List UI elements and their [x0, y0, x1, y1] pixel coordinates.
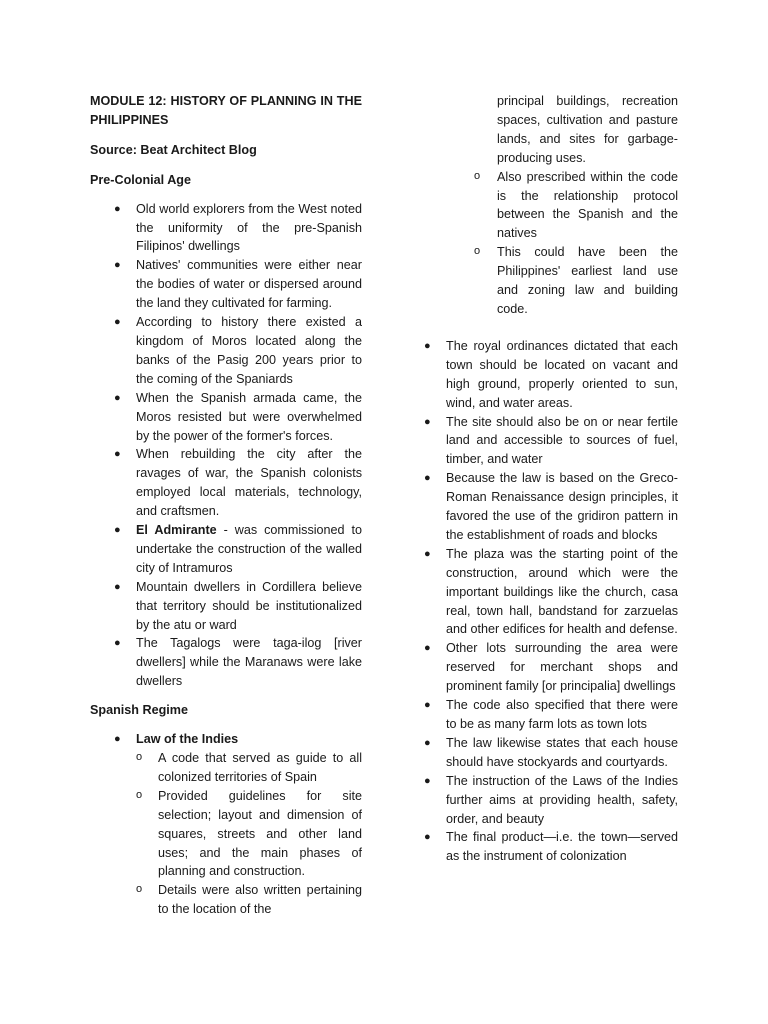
bullet-disc-icon: ● [114, 637, 121, 650]
list-item: o Provided guidelines for site selection; layout and dimension of squares, streets and other land uses; and the main phases of planning and construction. [136, 787, 362, 882]
list-item: ● Other lots surrounding the area were reserved for merchant shops and prominent family [or principalia] dwellings [424, 641, 678, 694]
bullet-disc-icon: ● [424, 699, 431, 712]
bullet-disc-icon: ● [114, 259, 121, 272]
bullet-disc-icon: ● [114, 733, 121, 746]
list-item: ● The Tagalogs were taga-ilog [river dwellers] while the Maranaws were lake dwellers [114, 636, 362, 689]
right-sub-list [424, 168, 678, 319]
right-column [424, 92, 678, 866]
bullet-disc-icon: ● [114, 448, 121, 461]
list-item: ● When the Spanish armada came, the Moros resisted but were overwhelmed by the power of the former's forces. [114, 390, 362, 443]
bullet-circle-icon: o [474, 245, 481, 258]
bullet-circle-icon: o [136, 883, 143, 896]
bullet-disc-icon: ● [114, 580, 121, 593]
bullet-circle-icon: o [474, 169, 481, 182]
bullet-disc-icon: ● [424, 472, 431, 485]
bullet-disc-icon: ● [424, 736, 431, 749]
list-item: ● Natives' communities were either near the bodies of water or dispersed around the land they cultivated for farming. [114, 258, 362, 311]
list-item: ● Old world explorers from the West noted the uniformity of the pre-Spanish Filipinos' dwellings [114, 201, 362, 254]
bullet-circle-icon: o [136, 751, 143, 763]
spanish-regime-heading: Spanish Regime [90, 703, 188, 718]
bullet-circle-icon: o [136, 788, 143, 801]
precolonial-list [90, 200, 362, 692]
bullet-disc-icon: ● [424, 831, 431, 844]
list-item: ● The site should also be on or near fertile land and accessible to sources of fuel, timber, and water [424, 414, 678, 467]
bullet-disc-icon: ● [424, 547, 431, 560]
list-item: ● The final product—i.e. the town—served as the instrument of colonization [424, 830, 678, 864]
law-sub-list [136, 749, 362, 919]
list-item: o This could have been the Philippines' earliest land use and zoning law and building code. [424, 243, 678, 319]
list-item: ● The instruction of the Laws of the Indies further aims at providing health, safety, order, and beauty [424, 773, 678, 826]
list-item: ● Because the law is based on the Greco-Roman Renaissance design principles, it favored the use of the gridiron pattern in the establishment of roads and blocks [424, 471, 678, 542]
list-item: o Also prescribed within the code is the relationship protocol between the Spanish and the natives [424, 168, 678, 244]
spanish-list [90, 730, 362, 919]
bullet-disc-icon: ● [424, 642, 431, 655]
bullet-disc-icon: ● [424, 415, 431, 428]
list-item: ● Mountain dwellers in Cordillera believe that territory should be institutionalized by the atu or ward [114, 579, 362, 632]
bullet-disc-icon: ● [114, 524, 121, 537]
bullet-disc-icon: ● [114, 391, 121, 404]
list-item: ● The plaza was the starting point of the construction, around which were the important buildings like the church, casa real, town hall, bandstand for zarzuelas and other edifices for health and defense. [424, 546, 678, 637]
bullet-disc-icon: ● [114, 202, 121, 215]
bullet-disc-icon: ● [114, 316, 121, 329]
continued-text: principal buildings, recreation spaces, cultivation and pasture lands, and sites for garbage-producing uses. [497, 94, 678, 165]
bullet-disc-icon: ● [424, 774, 431, 787]
left-column [90, 92, 362, 919]
list-item: o A code that served as guide to all colonized territories of Spain [136, 749, 362, 787]
list-item: ● According to history there existed a kingdom of Moros located along the banks of the Pasig 200 years prior to the coming of the Spaniards [114, 315, 362, 386]
module-title: MODULE 12: HISTORY OF PLANNING IN THE PHILIPPINES [90, 94, 362, 127]
source-line: Source: Beat Architect Blog [90, 142, 257, 157]
el-admirante-term: El Admirante [136, 523, 217, 538]
list-item: o Details were also written pertaining to the location of the [136, 881, 362, 919]
law-of-indies-heading: Law of the Indies [136, 732, 239, 747]
precolonial-heading: Pre-Colonial Age [90, 172, 191, 187]
right-main-list [400, 337, 678, 866]
list-item [90, 730, 362, 919]
list-item: ● The law likewise states that each house should have stockyards and courtyards. [424, 735, 678, 769]
list-item: ● The royal ordinances dictated that each town should be located on vacant and high ground, properly oriented to sun, wind, and water areas. [424, 338, 678, 410]
list-item: ● When rebuilding the city after the ravages of war, the Spanish colonists employed local materials, technology, and craftsmen. [114, 447, 362, 519]
bullet-disc-icon: ● [424, 339, 431, 352]
list-item: ● The code also specified that there were to be as many farm lots as town lots [424, 698, 678, 731]
list-item: ● El Admirante - was commissioned to undertake the construction of the walled city of Intramuros [114, 523, 362, 575]
